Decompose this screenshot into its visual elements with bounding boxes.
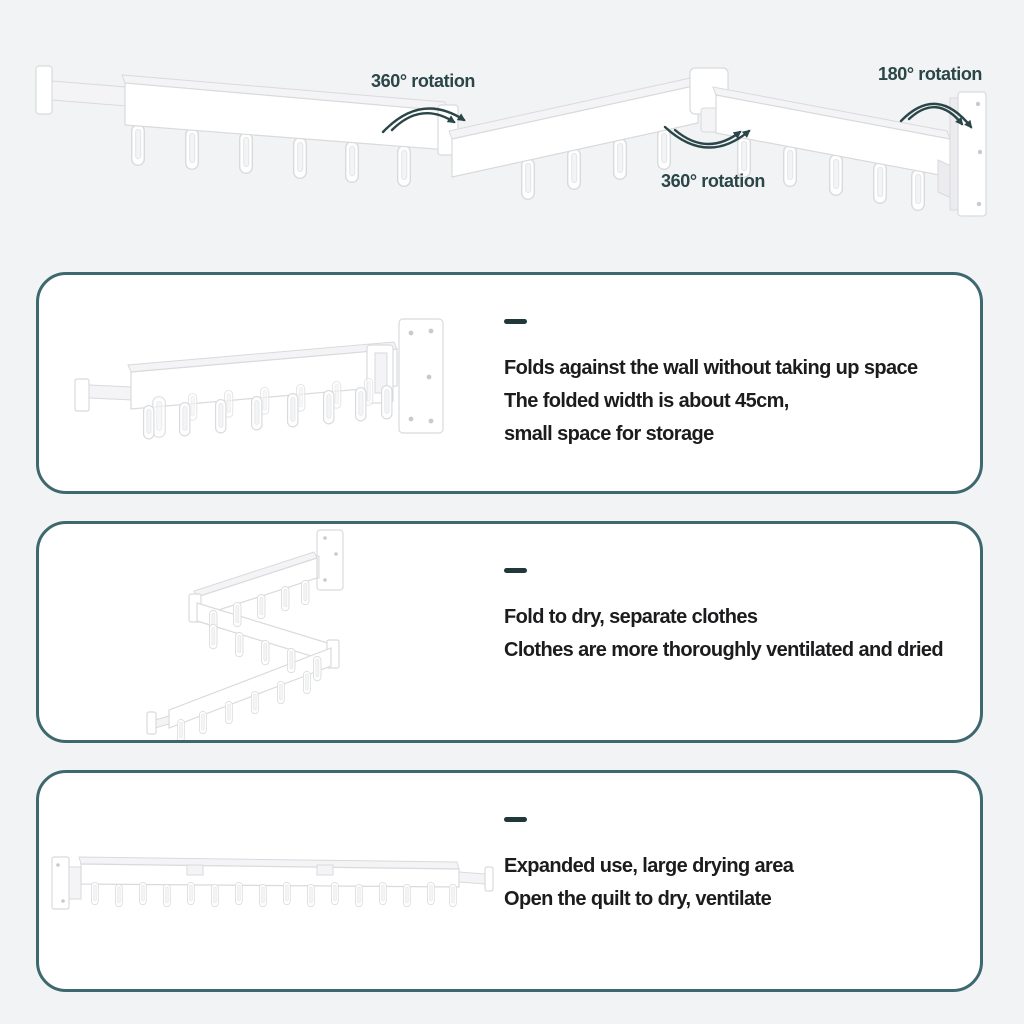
left-end-cap — [75, 379, 89, 411]
feature-line: Clothes are more thoroughly ventilated and dried — [504, 639, 944, 661]
wall-mount-plate — [317, 530, 343, 590]
feature-line: Folds against the wall without taking up space — [504, 357, 918, 379]
wall-mount-plate — [52, 857, 69, 909]
wall-mount-plate — [399, 319, 443, 433]
rotation-label-center: 360° rotation — [661, 171, 766, 191]
feature-line: small space for storage — [504, 423, 714, 445]
rack-zigzag-illustration — [59, 524, 389, 743]
rail-joint — [187, 865, 203, 875]
rack-zigzag — [147, 530, 343, 734]
feature-line: The folded width is about 45cm, — [504, 390, 789, 412]
rail-joint — [317, 865, 333, 875]
rack-folded-illustration — [59, 293, 479, 483]
dash-icon — [504, 319, 527, 324]
rack-extended-illustration — [49, 773, 519, 992]
extended-rack-illustration — [0, 0, 1024, 262]
telescopic-bar — [52, 81, 126, 106]
feature-line: Fold to dry, separate clothes — [504, 606, 758, 628]
feature-line: Open the quilt to dry, ventilate — [504, 888, 772, 910]
feature-card-folded — [36, 272, 983, 494]
feature-text — [504, 817, 793, 916]
end-cap — [485, 867, 493, 891]
wall-mount-plate — [958, 92, 986, 216]
end-cap — [147, 712, 156, 734]
hero-section — [0, 0, 1024, 262]
feature-card-zigzag — [36, 521, 983, 743]
feature-text — [504, 568, 943, 667]
dash-icon — [504, 817, 527, 822]
rotation-label-wall-mount: 180° rotation — [878, 64, 983, 84]
dash-icon — [504, 568, 527, 573]
feature-card-extended — [36, 770, 983, 992]
feature-text — [504, 319, 918, 451]
feature-line: Expanded use, large drying area — [504, 855, 794, 877]
left-end-cap — [36, 66, 52, 114]
rack-rails — [36, 66, 986, 216]
rotation-label-left: 360° rotation — [371, 71, 476, 91]
